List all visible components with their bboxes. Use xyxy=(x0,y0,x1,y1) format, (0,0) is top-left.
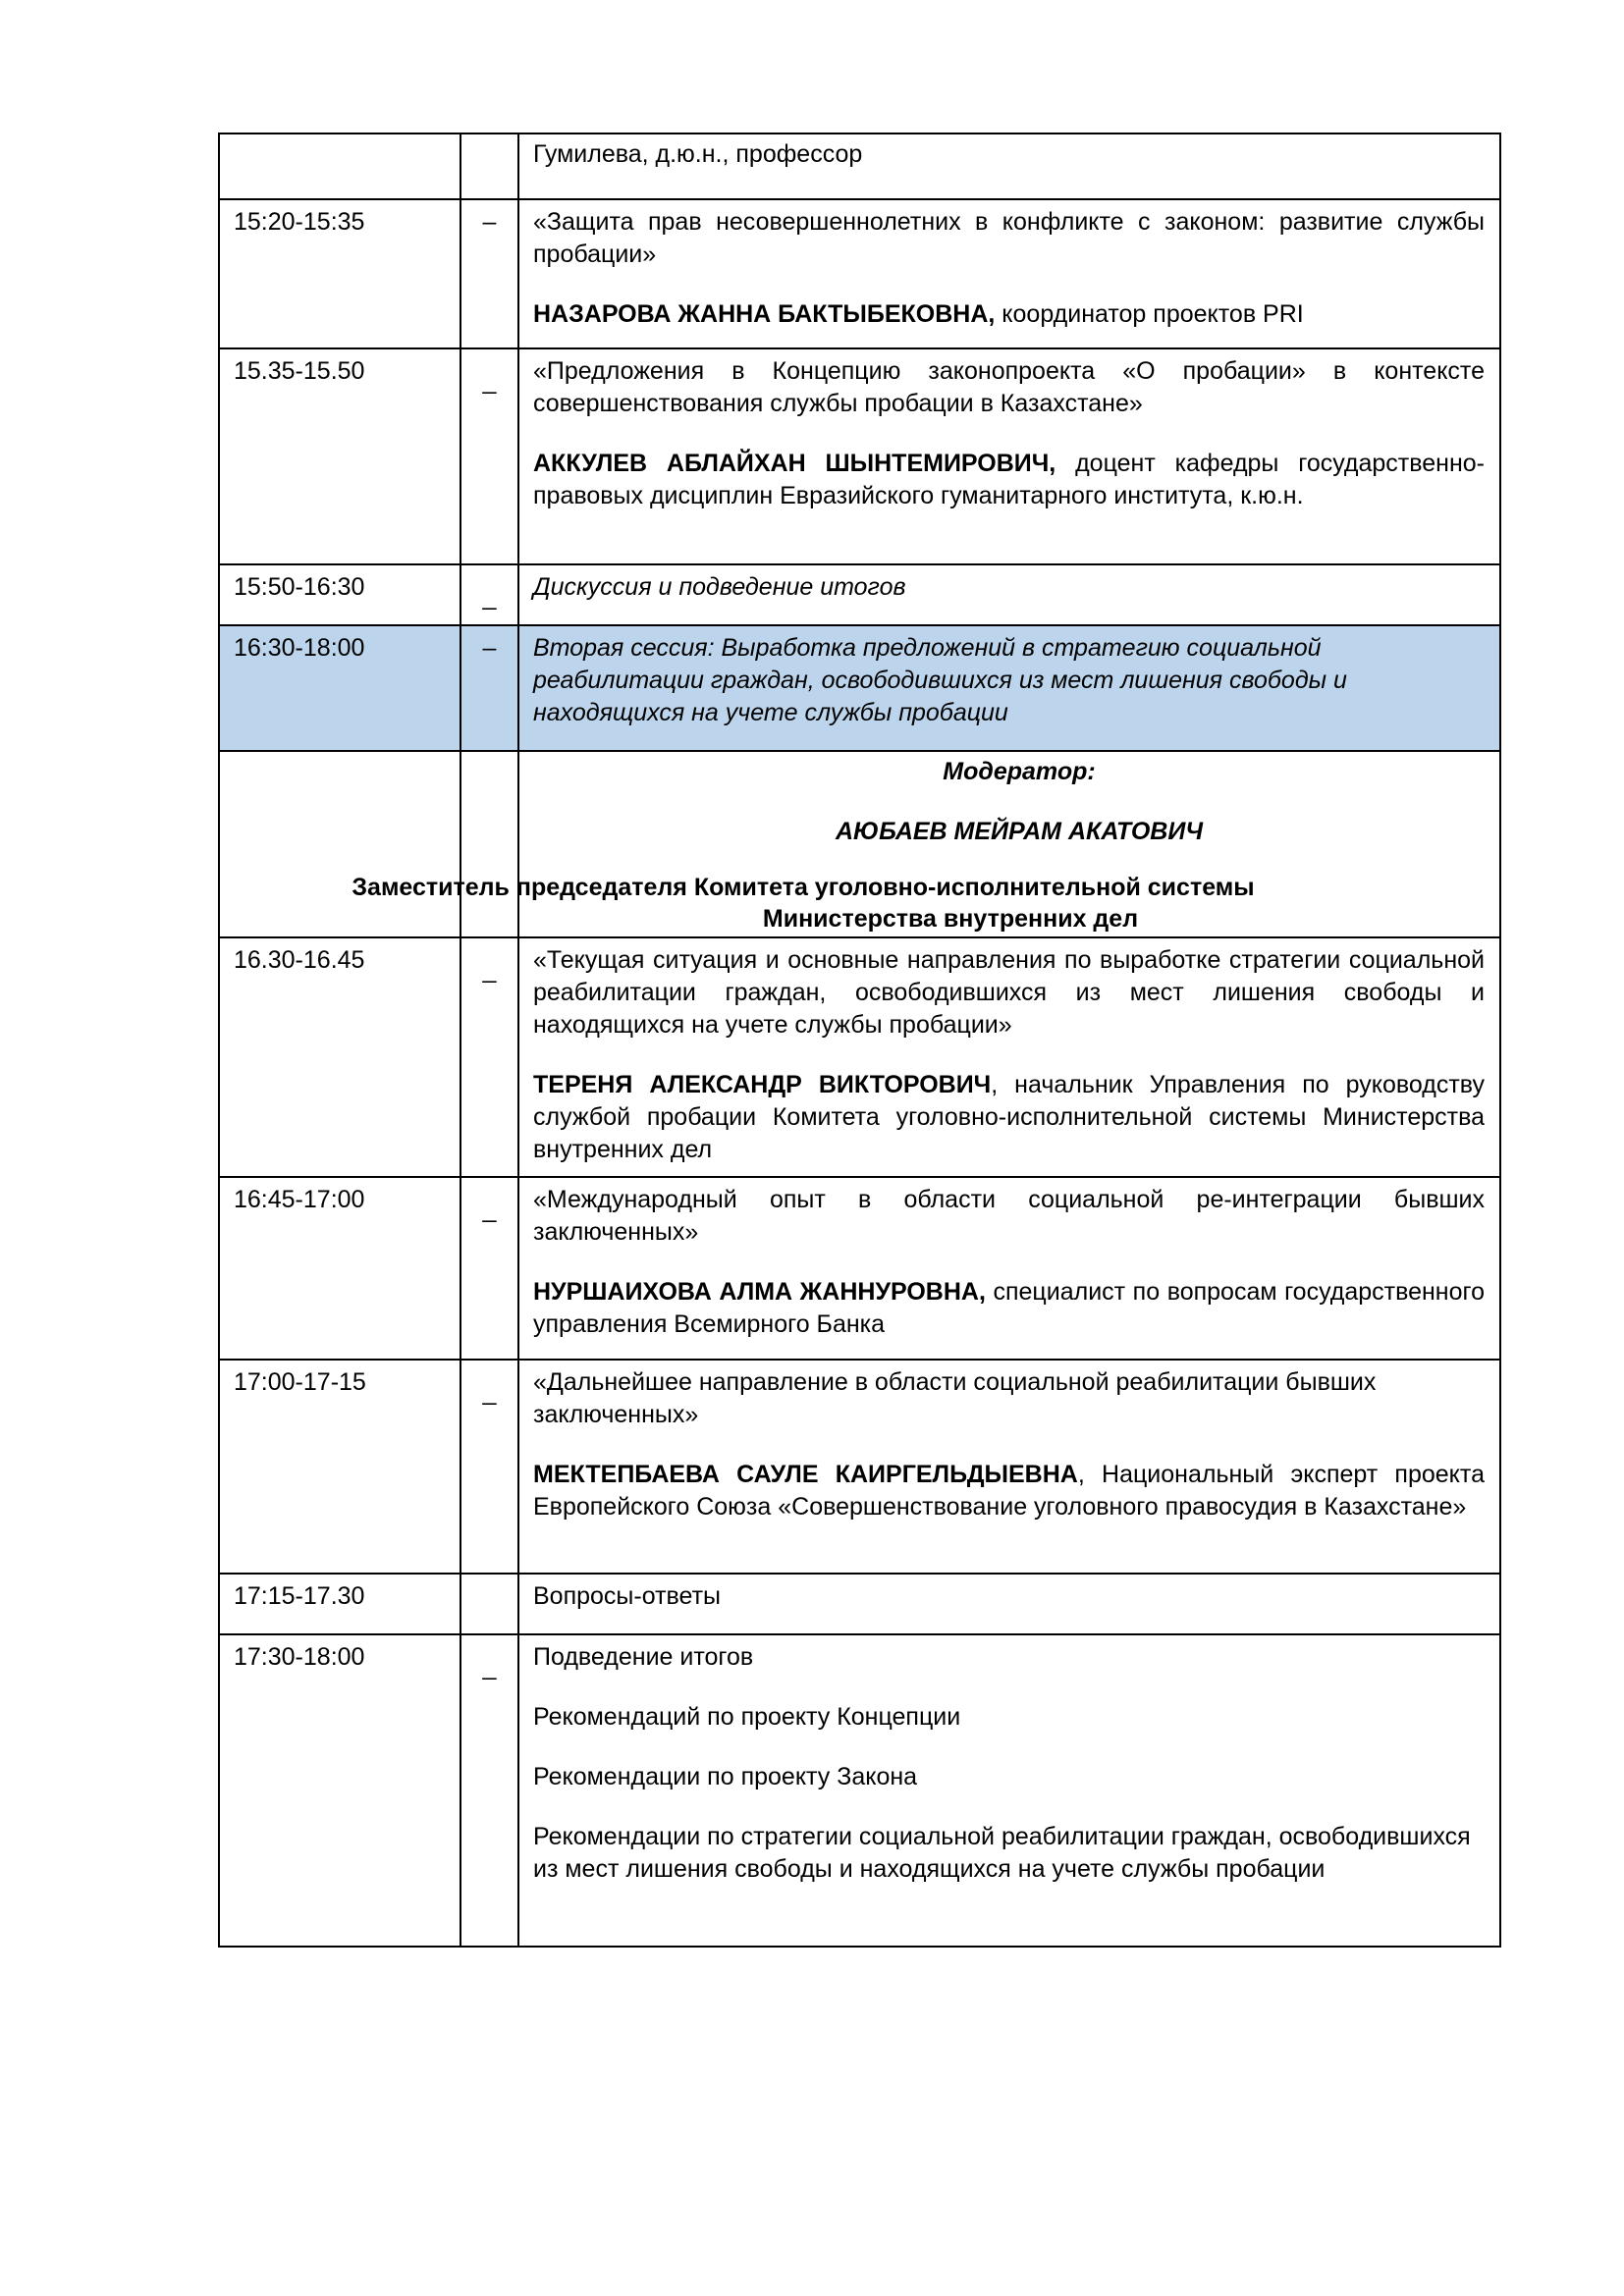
dash-cell xyxy=(460,133,518,199)
talk-speaker xyxy=(533,448,1485,512)
agenda-row xyxy=(219,564,1500,625)
body-cell xyxy=(518,199,1500,348)
talk-topic: «Предложения в Концепцию законопроекта «О пробации» в контексте совершенствования службы пробации в Казахстане» xyxy=(533,357,1485,417)
dash-cell xyxy=(460,1574,518,1634)
moderator-position-ministry: Министерства внутренних дел xyxy=(762,905,1139,933)
time-cell: 15:50-16:30 xyxy=(219,564,460,625)
summary-item: Рекомендаций по проекту Концепции xyxy=(533,1703,961,1731)
session-topic: Дискуссия и подведение итогов xyxy=(533,573,906,601)
body-cell xyxy=(518,937,1500,1177)
talk-speaker xyxy=(533,298,1485,331)
body-cell xyxy=(518,133,1500,199)
time-cell: 17:30-18:00 xyxy=(219,1634,460,1947)
dash-cell xyxy=(460,1177,518,1360)
time-cell: 17:00-17-15 xyxy=(219,1360,460,1574)
talk-topic: «Международный опыт в области социальной ре-интеграции бывших заключенных» xyxy=(533,1186,1485,1246)
moderator-position: Заместитель председателя Комитета уголовно-исполнительной системы xyxy=(352,874,1255,901)
dash-cell: – xyxy=(460,625,518,751)
agenda-table xyxy=(218,133,1501,1948)
session-title: Вторая сессия: Выработка предложений в стратегию социальной реабилитации граждан, освободившихся из мест лишения свободы и находящихся на учете службы пробации xyxy=(533,634,1347,726)
body-cell xyxy=(518,1360,1500,1574)
agenda-row xyxy=(219,1574,1500,1634)
body-cell xyxy=(518,348,1500,564)
agenda-row xyxy=(219,937,1500,1177)
body-cell xyxy=(518,1634,1500,1947)
speaker-title: , Национальный эксперт проекта Европейского Союза «Совершенствование уголовного правосудия в Казахстане» xyxy=(533,1461,1485,1521)
body-cell xyxy=(518,625,1500,751)
dash-mark: _ xyxy=(482,367,497,395)
dash-cell xyxy=(460,348,518,564)
summary-item: Подведение итогов xyxy=(533,1643,754,1671)
time-cell: 17:15-17.30 xyxy=(219,1574,460,1634)
dash-cell: – xyxy=(460,199,518,348)
talk-topic: Вопросы-ответы xyxy=(533,1582,722,1610)
time-cell: 16:30-18:00 xyxy=(219,625,460,751)
body-cell xyxy=(518,564,1500,625)
speaker-title: специалист по вопросам государственного управления Всемирного Банка xyxy=(533,1278,1485,1338)
speaker-name: АККУЛЕВ АБЛАЙХАН ШЫНТЕМИРОВИЧ, xyxy=(533,450,1056,477)
agenda-row xyxy=(219,348,1500,564)
speaker-title: координатор проектов PRI xyxy=(995,300,1304,328)
time-cell: 16.30-16.45 xyxy=(219,937,460,1177)
speaker-title: , начальник Управления по руководству службой пробации Комитета уголовно-исполнительной системы Министерства внутренних дел xyxy=(533,1071,1486,1163)
dash-mark: _ xyxy=(482,1378,497,1406)
time-cell: 15.35-15.50 xyxy=(219,348,460,564)
speaker-title: доцент кафедры государственно-правовых дисциплин Евразийского гуманитарного института, к.ю.н. xyxy=(533,450,1485,509)
agenda-row xyxy=(219,133,1500,199)
dash-cell xyxy=(460,1634,518,1947)
talk-topic: «Защита прав несовершеннолетних в конфликте с законом: развитие службы пробации» xyxy=(533,208,1485,268)
talk-speaker xyxy=(533,1069,1485,1166)
talk-speaker xyxy=(533,1459,1485,1523)
moderator-label: Модератор: xyxy=(943,758,1096,785)
summary-item: Рекомендации по проекту Закона xyxy=(533,1763,918,1790)
agenda-row xyxy=(219,1360,1500,1574)
agenda-row-highlighted xyxy=(219,625,1500,751)
speaker-name: ТЕРЕНЯ АЛЕКСАНДР ВИКТОРОВИЧ xyxy=(533,1071,992,1098)
body-cell xyxy=(352,751,1500,937)
dash-mark: _ xyxy=(482,1196,497,1223)
summary-item: Рекомендации по стратегии социальной реабилитации граждан, освободившихся из мест лишения свободы и находящихся на учете службы пробации xyxy=(533,1823,1471,1883)
agenda-row xyxy=(219,1177,1500,1360)
body-cell xyxy=(518,1574,1500,1634)
time-cell xyxy=(219,133,460,199)
talk-speaker xyxy=(533,1276,1485,1341)
body-cell xyxy=(518,1177,1500,1360)
agenda-row xyxy=(219,199,1500,348)
dash-cell xyxy=(460,1360,518,1574)
speaker-name: НАЗАРОВА ЖАННА БАКТЫБЕКОВНА, xyxy=(533,300,996,328)
time-cell: 15:20-15:35 xyxy=(219,199,460,348)
dash-cell xyxy=(460,937,518,1177)
talk-topic: «Текущая ситуация и основные направления по выработке стратегии социальной реабилитации граждан, освободившихся из мест лишения свободы и находящихся на учете службы пробации» xyxy=(533,946,1485,1039)
dash-mark: _ xyxy=(482,1653,497,1681)
time-cell: 16:45-17:00 xyxy=(219,1177,460,1360)
agenda-row xyxy=(219,1634,1500,1947)
dash-cell xyxy=(460,564,518,625)
continuation-text: Гумилева, д.ю.н., профессор xyxy=(533,140,863,168)
dash-mark: _ xyxy=(482,583,497,611)
dash-mark: _ xyxy=(482,956,497,984)
talk-topic: «Дальнейшее направление в области социальной реабилитации бывших заключенных» xyxy=(533,1368,1377,1428)
moderator-name: АЮБАЕВ МЕЙРАМ АКАТОВИЧ xyxy=(835,818,1204,845)
speaker-name: МЕКТЕПБАЕВА САУЛЕ КАИРГЕЛЬДЫЕВНА xyxy=(533,1461,1078,1488)
moderator-block xyxy=(352,752,1499,936)
moderator-row xyxy=(219,751,1500,937)
speaker-name: НУРШАИХОВА АЛМА ЖАННУРОВНА, xyxy=(533,1278,986,1306)
